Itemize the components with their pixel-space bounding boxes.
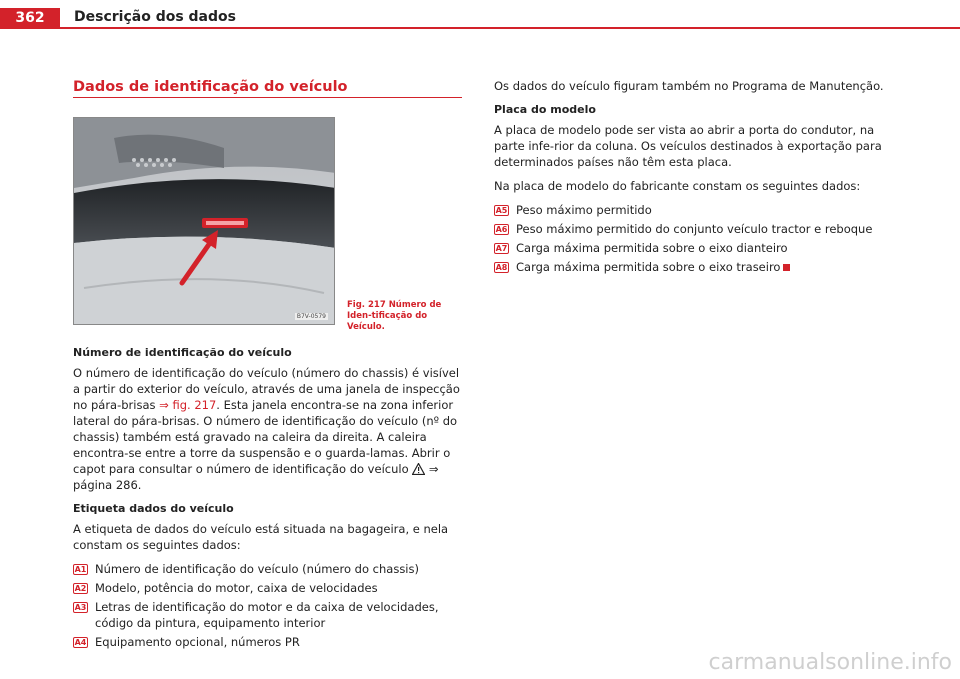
plate-heading: Placa do modelo xyxy=(494,103,596,116)
right-column xyxy=(494,78,886,278)
vin-text-1: O número de identificação do veículo (número do chassis) é visível a partir do exterior do veículo, através de uma janela de inspecção no pára-brisas xyxy=(73,366,460,412)
label-data-list xyxy=(73,561,465,650)
page-number: 362 xyxy=(0,8,60,28)
badge-a8: A8 xyxy=(495,263,508,272)
list-item-text: Carga máxima permitida sobre o eixo dianteiro xyxy=(516,241,788,255)
windshield-illustration xyxy=(74,118,335,325)
list-item-text: Equipamento opcional, números PR xyxy=(95,635,300,649)
vin-heading: Número de identificação do veículo xyxy=(73,346,292,359)
label-intro: A etiqueta de dados do veículo está situada na bagageira, e nela constam os seguintes dados: xyxy=(73,522,449,552)
list-item xyxy=(73,561,465,577)
plate-paragraph-2: Na placa de modelo do fabricante constam os seguintes dados: xyxy=(494,179,861,193)
warning-icon xyxy=(412,463,425,475)
badge-a2: A2 xyxy=(74,584,87,593)
list-item-text: Número de identificação do veículo (número do chassis) xyxy=(95,562,419,576)
right-intro: Os dados do veículo figuram também no Programa de Manutenção. xyxy=(494,79,884,93)
chapter-title: Descrição dos dados xyxy=(74,9,236,25)
list-item xyxy=(494,259,886,275)
badge-a5: A5 xyxy=(495,206,508,215)
section-end-mark xyxy=(783,264,790,271)
list-item xyxy=(494,240,886,256)
plate-paragraph-1: A placa de modelo pode ser vista ao abrir a porta do condutor, na parte infe-rior da coluna. Os veículos destinados à exportação para determinados países não têm esta placa. xyxy=(494,123,882,169)
page-286-link[interactable]: ⇒ página 286. xyxy=(73,462,439,492)
header-rule xyxy=(0,27,960,29)
figure-ref-code: B7V-0579 xyxy=(296,313,326,320)
list-item xyxy=(73,580,465,596)
list-item-text: Letras de identificação do motor e da caixa de velocidades, código da pintura, equipamento interior xyxy=(95,600,439,630)
list-item-text: Carga máxima permitida sobre o eixo traseiro xyxy=(516,260,781,274)
list-item xyxy=(494,202,886,218)
section-rule xyxy=(73,97,462,98)
badge-a4: A4 xyxy=(74,638,87,647)
badge-a1: A1 xyxy=(74,565,87,574)
label-heading: Etiqueta dados do veículo xyxy=(73,502,234,515)
fig-217-link[interactable]: ⇒ fig. 217 xyxy=(159,398,217,412)
badge-a6: A6 xyxy=(495,225,508,234)
left-column xyxy=(73,345,465,653)
vin-paragraph xyxy=(73,365,465,493)
list-item-text: Modelo, potência do motor, caixa de velocidades xyxy=(95,581,378,595)
figure-windshield-vin xyxy=(73,117,335,325)
vin-text-2: . Esta janela encontra-se na zona inferior lateral do pára-brisas. O número de identificação do veículo (nº do chassis) também está gravado na caleira da direita. A caleira encontra-se entre a torre da suspensão e o guarda-lamas. Abrir o capot para consultar o número de identificação do veículo xyxy=(73,398,458,476)
list-item-text: Peso máximo permitido xyxy=(516,203,652,217)
list-item xyxy=(494,221,886,237)
plate-data-list xyxy=(494,202,886,275)
list-item xyxy=(73,599,465,631)
page-header xyxy=(0,0,960,28)
figure-caption: Fig. 217 Número de Iden-tificação do Veículo. xyxy=(347,300,442,332)
list-item xyxy=(73,634,465,650)
badge-a3: A3 xyxy=(74,603,87,612)
watermark: carmanualsonline.info xyxy=(708,650,952,675)
list-item-text: Peso máximo permitido do conjunto veículo tractor e reboque xyxy=(516,222,873,236)
badge-a7: A7 xyxy=(495,244,508,253)
section-title: Dados de identificação do veículo xyxy=(73,79,348,95)
